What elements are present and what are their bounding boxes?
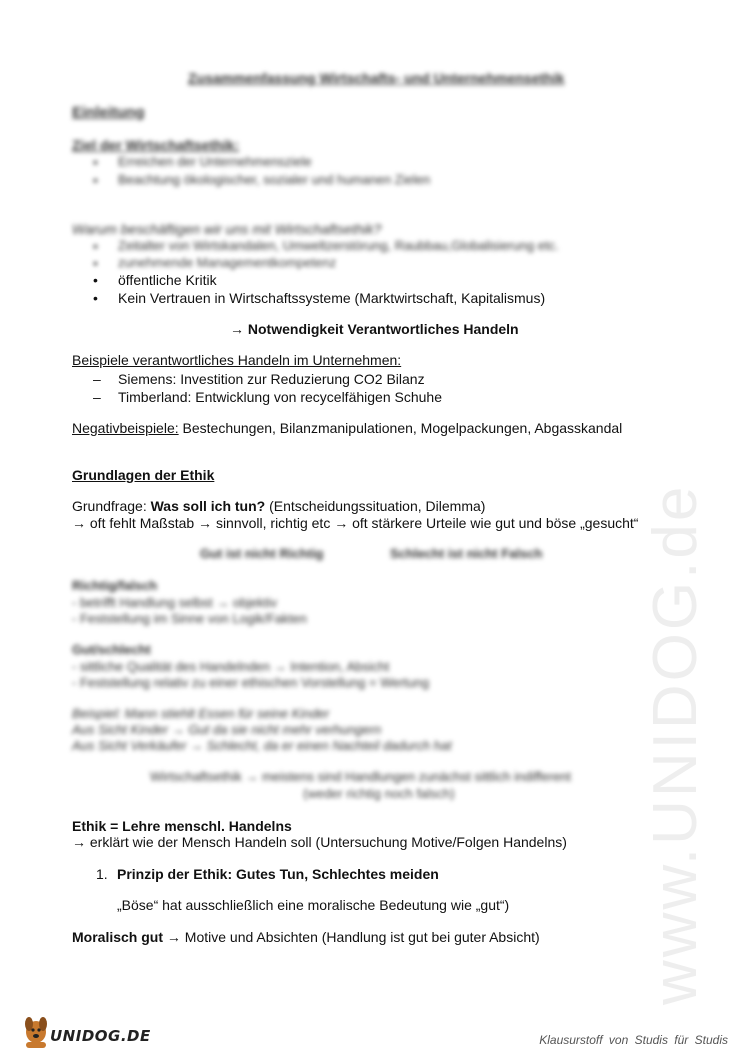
why-heading: Warum beschäftigen wir uns mit Wirtschaftsethik? [72, 221, 382, 237]
rf-line: - Feststellung im Sinne von Logik/Fakten [72, 611, 307, 626]
question-suffix: (Entscheidungssituation, Dilemma) [265, 498, 486, 514]
gs-heading: Gut/schlecht [72, 642, 151, 657]
document-title: Zusammenfassung Wirtschafts- und Unternehmensethik [188, 70, 565, 86]
ethics-definition: Ethik = Lehre menschl. Handelns [72, 818, 292, 834]
list-dash: – [93, 371, 101, 387]
example-line: Aus Sicht Verkäufer → Schlecht, da er einen Nachteil dadurch hat [72, 738, 452, 753]
negative-text: Bestechungen, Bilanzmanipulationen, Mogelpackungen, Abgasskandal [178, 420, 623, 436]
pair-left: Gut ist nicht Richtig [200, 546, 324, 561]
principle-line: Prinzip der Ethik: Gutes Tun, Schlechtes meiden [117, 866, 439, 882]
list-item: Timberland: Entwicklung von recycelfähigen Schuhe [118, 389, 442, 405]
ethics-heading: Grundlagen der Ethik [72, 467, 215, 483]
list-bullet: • [93, 238, 98, 254]
list-item: Kein Vertrauen in Wirtschaftssysteme (Marktwirtschaft, Kapitalismus) [118, 290, 546, 306]
principle-number: 1. [96, 866, 108, 882]
list-item: Beachtung ökologischer, sozialer und humanen Zielen [118, 172, 431, 187]
example-line: Aus Sicht Kinder → Gut da sie nicht mehr verhungern [72, 722, 382, 737]
list-item: zunehmende Managementkompetenz [118, 255, 337, 270]
list-bullet: • [93, 172, 98, 188]
list-item: Siemens: Investition zur Reduzierung CO2 Bilanz [118, 371, 425, 387]
list-item: Zeitalter von Wirtskandalen, Umweltzerstörung, Raubbau,Globalisierung etc. [118, 238, 559, 253]
gs-line: - sittliche Qualität des Handelnden → Intention, Absicht [72, 659, 390, 674]
question-line-2: → oft fehlt Maßstab → sinnvoll, richtig etc → oft stärkere Urteile wie gut und böse „gesucht“ [72, 515, 639, 531]
list-item: öffentliche Kritik [118, 272, 217, 288]
list-bullet: • [93, 290, 98, 306]
ethics-explanation: → erklärt wie der Mensch Handeln soll (Untersuchung Motive/Folgen Handelns) [72, 834, 567, 850]
boese-line: „Böse“ hat ausschließlich eine moralische Bedeutung wie „gut“) [117, 897, 510, 913]
business-ethics-note: (weder richtig noch falsch) [303, 786, 455, 801]
intro-heading: Einleitung [72, 104, 145, 121]
moral-bold: Moralisch gut [72, 929, 164, 945]
moral-rest: → Motive und Absichten (Handlung ist gut bei guter Absicht) [163, 929, 540, 945]
list-dash: – [93, 389, 101, 405]
rf-line: - betrifft Handlung selbst → objektiv [72, 595, 277, 610]
negative-label: Negativbeispiele: [72, 420, 179, 436]
list-bullet: • [93, 255, 98, 271]
unidog-logo-text: UNIDOG.DE [50, 1027, 151, 1045]
list-item: Erreichen der Unternehmensziele [118, 154, 312, 169]
pair-right: Schlecht ist nicht Falsch [390, 546, 543, 561]
site-watermark: www.UNIDOG.de [641, 483, 710, 1005]
gs-line: - Feststellung relativ zu einer ethischen Vorstellung = Wertung [72, 675, 430, 690]
examples-heading: Beispiele verantwortliches Handeln im Unternehmen: [72, 352, 402, 368]
list-bullet: • [93, 272, 98, 288]
conclusion-line: → Notwendigkeit Verantwortliches Handeln [230, 321, 519, 337]
question-bold: Was soll ich tun? [150, 498, 266, 514]
list-bullet: • [93, 154, 98, 170]
business-ethics-line: Wirtschaftsethik → meistens sind Handlungen zunächst sittlich indifferent [150, 769, 572, 784]
question-line [72, 498, 485, 514]
negative-examples [72, 420, 622, 436]
goal-heading: Ziel der Wirtschaftsethik: [72, 137, 240, 153]
rf-heading: Richtig/falsch [72, 578, 158, 593]
question-prefix: Grundfrage: [72, 498, 151, 514]
moral-line [72, 929, 540, 945]
example-line: Beispiel: Mann stiehlt Essen für seine Kinder [72, 706, 330, 721]
footer-slogan: Klausurstoff von Studis für Studis [539, 1033, 728, 1047]
